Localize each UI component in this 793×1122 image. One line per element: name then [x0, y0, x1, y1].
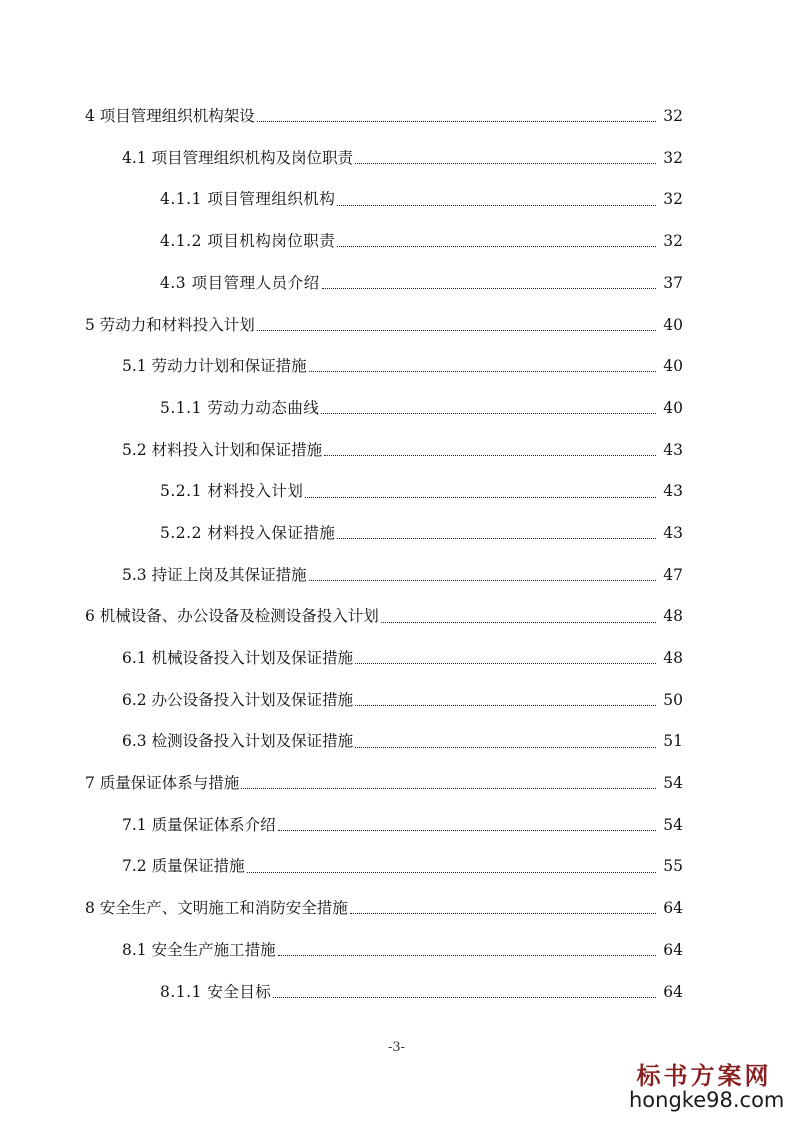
- toc-entry-page: 47: [663, 565, 683, 584]
- toc-entry-page: 40: [663, 315, 683, 334]
- toc-entry-page: 51: [663, 732, 683, 751]
- toc-entry-title: 6.1 机械设备投入计划及保证措施: [122, 649, 354, 668]
- toc-entry[interactable]: [0, 221, 793, 263]
- toc-leader-dots: [337, 246, 656, 247]
- toc-leader-dots: [324, 455, 656, 456]
- toc-entry-title: 4.1 项目管理组织机构及岗位职责: [122, 148, 354, 167]
- toc-leader-dots: [381, 622, 656, 623]
- toc-leader-dots: [247, 872, 656, 873]
- toc-entry-page: 50: [663, 690, 683, 709]
- table-of-contents: [0, 96, 793, 1013]
- toc-entry-title: 5.2.1 材料投入计划: [160, 482, 304, 501]
- toc-entry-page: 32: [663, 107, 683, 126]
- toc-entry-page: 55: [663, 857, 683, 876]
- toc-entry-page: 32: [663, 148, 683, 167]
- toc-leader-dots: [273, 997, 656, 998]
- toc-entry-page: 54: [663, 774, 683, 793]
- toc-leader-dots: [322, 288, 656, 289]
- toc-entry[interactable]: [0, 680, 793, 722]
- watermark-url: hongke98.com: [629, 1087, 785, 1112]
- toc-entry[interactable]: [0, 888, 793, 930]
- toc-leader-dots: [305, 497, 656, 498]
- toc-leader-dots: [350, 913, 656, 914]
- toc-entry[interactable]: [0, 471, 793, 513]
- toc-entry[interactable]: [0, 846, 793, 888]
- toc-leader-dots: [321, 413, 656, 414]
- toc-entry[interactable]: [0, 346, 793, 388]
- toc-leader-dots: [355, 747, 656, 748]
- toc-entry-title: 6 机械设备、办公设备及检测设备投入计划: [85, 607, 379, 626]
- toc-entry-page: 64: [663, 982, 683, 1001]
- toc-entry[interactable]: [0, 721, 793, 763]
- toc-entry[interactable]: [0, 596, 793, 638]
- toc-entry[interactable]: [0, 263, 793, 305]
- toc-entry-title: 5.2.2 材料投入保证措施: [160, 523, 336, 542]
- toc-entry[interactable]: [0, 179, 793, 221]
- toc-entry-title: 6.2 办公设备投入计划及保证措施: [122, 690, 354, 709]
- toc-entry-title: 8.1.1 安全目标: [160, 982, 272, 1001]
- toc-entry-page: 43: [663, 440, 683, 459]
- toc-entry-page: 40: [663, 357, 683, 376]
- toc-entry[interactable]: [0, 555, 793, 597]
- toc-entry-title: 5.1.1 劳动力动态曲线: [160, 398, 320, 417]
- toc-entry-page: 64: [663, 899, 683, 918]
- toc-leader-dots: [355, 163, 656, 164]
- toc-entry-title: 7.2 质量保证措施: [122, 857, 245, 876]
- toc-entry[interactable]: [0, 763, 793, 805]
- toc-entry[interactable]: [0, 638, 793, 680]
- toc-entry[interactable]: [0, 930, 793, 972]
- toc-leader-dots: [355, 663, 656, 664]
- toc-entry-title: 4.1.2 项目机构岗位职责: [160, 232, 336, 251]
- toc-entry-page: 64: [663, 940, 683, 959]
- toc-entry-title: 8 安全生产、文明施工和消防安全措施: [85, 899, 348, 918]
- toc-leader-dots: [278, 955, 656, 956]
- toc-entry-page: 54: [663, 815, 683, 834]
- toc-entry-title: 6.3 检测设备投入计划及保证措施: [122, 732, 354, 751]
- toc-entry-title: 5.3 持证上岗及其保证措施: [122, 565, 307, 584]
- toc-leader-dots: [337, 205, 656, 206]
- toc-leader-dots: [355, 705, 656, 706]
- toc-entry[interactable]: [0, 138, 793, 180]
- page-number: -3-: [387, 1040, 406, 1055]
- toc-entry-page: 37: [663, 273, 683, 292]
- toc-entry-page: 48: [663, 607, 683, 626]
- toc-entry[interactable]: [0, 388, 793, 430]
- toc-leader-dots: [241, 788, 656, 789]
- toc-leader-dots: [257, 330, 656, 331]
- toc-entry[interactable]: [0, 304, 793, 346]
- watermark-name: 标书方案网: [636, 1061, 772, 1090]
- toc-entry[interactable]: [0, 805, 793, 847]
- toc-entry-page: 40: [663, 398, 683, 417]
- toc-entry-title: 7.1 质量保证体系介绍: [122, 815, 276, 834]
- toc-entry[interactable]: [0, 96, 793, 138]
- toc-entry-title: 4.3 项目管理人员介绍: [160, 273, 320, 292]
- toc-entry-title: 8.1 安全生产施工措施: [122, 940, 276, 959]
- toc-entry-page: 32: [663, 232, 683, 251]
- toc-entry-page: 48: [663, 649, 683, 668]
- toc-entry-page: 32: [663, 190, 683, 209]
- toc-entry-page: 43: [663, 482, 683, 501]
- toc-leader-dots: [337, 538, 656, 539]
- toc-entry-title: 7 质量保证体系与措施: [85, 774, 240, 793]
- toc-entry[interactable]: [0, 513, 793, 555]
- toc-leader-dots: [257, 121, 656, 122]
- toc-entry-title: 5.1 劳动力计划和保证措施: [122, 357, 307, 376]
- toc-entry[interactable]: [0, 971, 793, 1013]
- toc-entry-title: 4 项目管理组织机构架设: [85, 107, 255, 126]
- toc-entry[interactable]: [0, 430, 793, 472]
- toc-entry-title: 5 劳动力和材料投入计划: [85, 315, 255, 334]
- toc-entry-title: 4.1.1 项目管理组织机构: [160, 190, 336, 209]
- toc-leader-dots: [309, 371, 656, 372]
- toc-leader-dots: [309, 580, 656, 581]
- toc-entry-title: 5.2 材料投入计划和保证措施: [122, 440, 323, 459]
- watermark-logo: [629, 1061, 785, 1112]
- toc-entry-page: 43: [663, 523, 683, 542]
- toc-leader-dots: [278, 830, 656, 831]
